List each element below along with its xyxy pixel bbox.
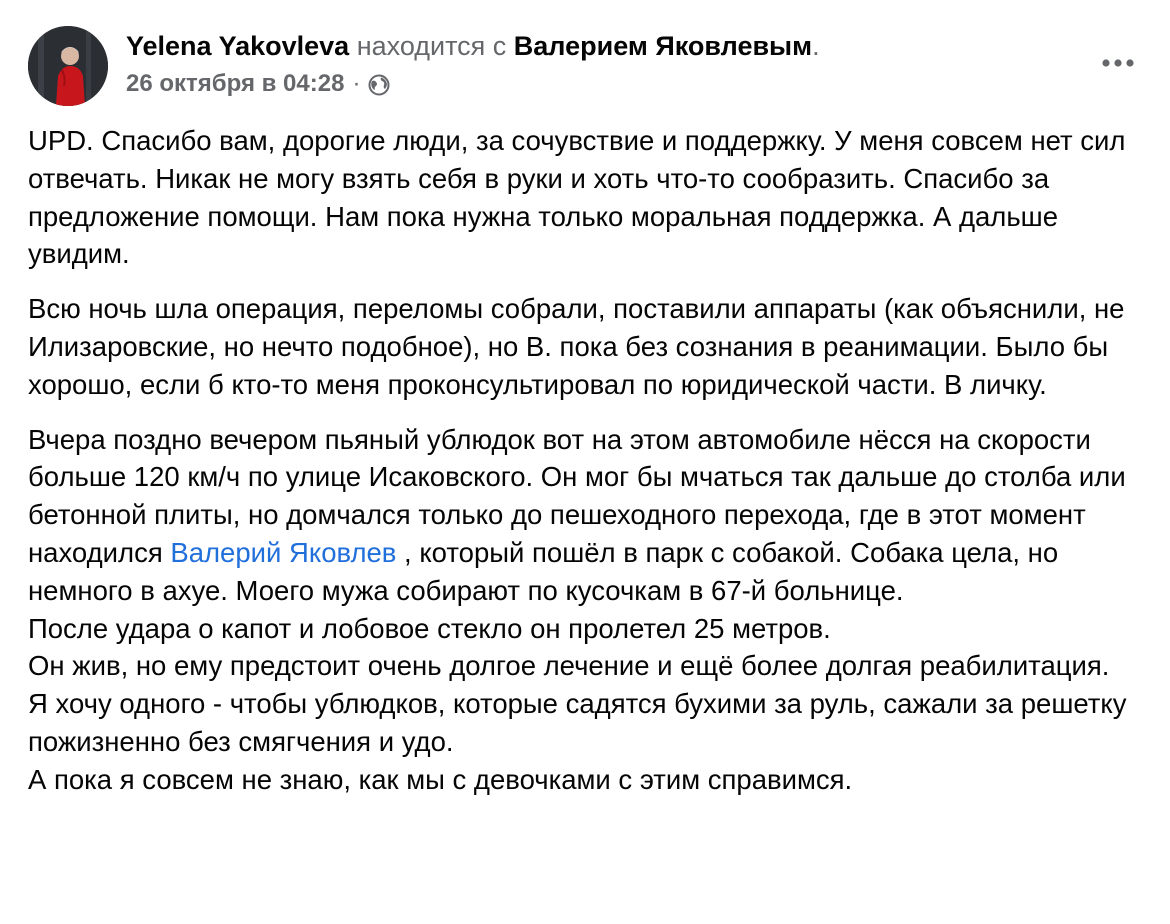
author-name-link[interactable]: Yelena Yakovleva	[126, 31, 350, 61]
mention-link[interactable]: Валерий Яковлев	[170, 536, 397, 568]
post-header	[28, 26, 1142, 108]
post-meta	[126, 28, 1062, 100]
more-options-button[interactable]	[1098, 48, 1138, 78]
story-line-wish: Я хочу одного - чтобы ублюдков, которые садятся бухими за руль, сажали за решетку пожизненно без смягчения и удо.	[28, 688, 1127, 757]
story-line-alive: Он жив, но ему предстоит очень долгое лечение и ещё более долгая реабилитация.	[28, 650, 1110, 682]
post-title-line	[126, 28, 1062, 64]
more-options-icon	[1100, 58, 1136, 68]
post-subline	[126, 68, 1062, 100]
story-text-before: Вчера поздно вечером пьяный ублюдок вот на этом автомобиле нёсся на скорости больше 120 км/ч по улице Исаковского. Он мог бы мчаться так дальше до столба или бетонной плиты, но домчался только до пешеходного перехода, где в этот момент находился	[28, 423, 1126, 568]
post-body	[28, 122, 1148, 799]
story-line-coping: А пока я совсем не знаю, как мы с девочками с этим справимся.	[28, 763, 853, 795]
author-avatar[interactable]	[28, 26, 108, 106]
with-text: находится с	[356, 31, 507, 61]
title-period: .	[812, 31, 820, 61]
story-text-after: , который пошёл в парк с собакой. Собака цела, но немного в ахуе. Моего мужа собирают по кусочкам в 67-й больнице.	[28, 536, 1059, 606]
tagged-person-link[interactable]: Валерием Яковлевым	[513, 31, 813, 61]
globe-icon[interactable]	[368, 73, 390, 95]
post-paragraph-story	[28, 421, 1148, 799]
story-line-impact: После удара о капот и лобовое стекло он пролетел 25 метров.	[28, 612, 831, 644]
avatar-photo	[28, 26, 108, 106]
post-paragraph-update: UPD. Спасибо вам, дорогие люди, за сочувствие и поддержку. У меня совсем нет сил отвечать. Никак не могу взять себя в руки и хоть что-то сообразить. Спасибо за предложение помощи. Нам пока нужна только моральная поддержка. А дальше увидим.	[28, 125, 1126, 270]
post-paragraph-operation: Всю ночь шла операция, переломы собрали, поставили аппараты (как объяснили, не Илизаровские, но нечто подобное), но В. пока без сознания в реанимации. Было бы хорошо, если б кто-то меня проконсультировал по юридической части. В личку.	[28, 293, 1125, 400]
post-timestamp-link[interactable]: 26 октября в 04:28	[126, 70, 345, 97]
meta-separator: ·	[352, 70, 361, 97]
